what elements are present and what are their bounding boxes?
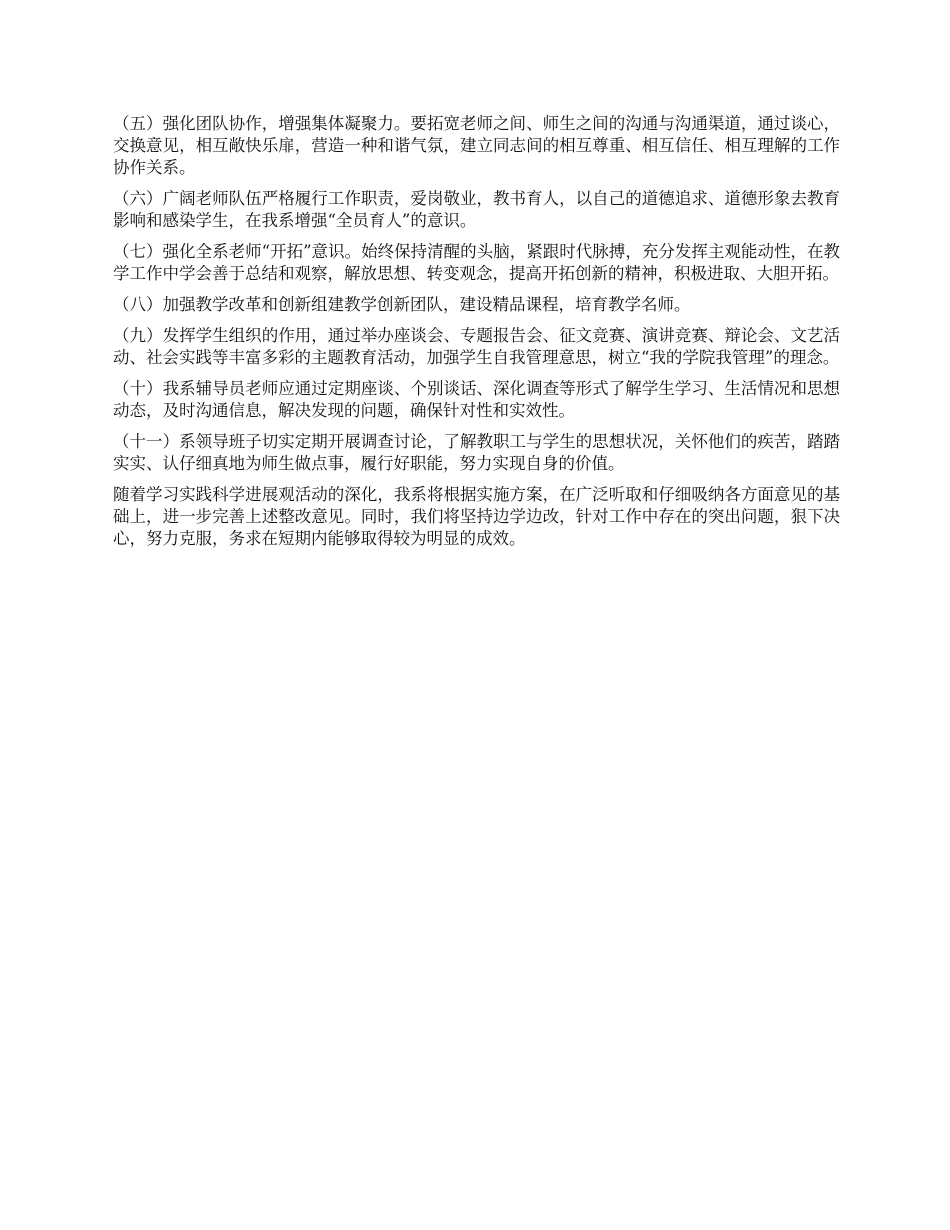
paragraph-counselors: （十）我系辅导员老师应通过定期座谈、个别谈话、深化调查等形式了解学生学习、生活情况和思想动态，及时沟通信息，解决发现的问题，确保针对性和实效性。 — [113, 379, 840, 420]
paragraph-pioneering-awareness: （七）强化全系老师“开拓”意识。始终保持清醒的头脑，紧跟时代脉搏，充分发挥主观能动性，在教学工作中学会善于总结和观察，解放思想、转变观念，提高开拓创新的精神，积极进取、大胆开拓。 — [113, 242, 840, 283]
document-page — [113, 113, 840, 559]
paragraph-strengthen-teamwork: （五）强化团队协作，增强集体凝聚力。要拓宽老师之间、师生之间的沟通与沟通渠道，通过谈心，交换意见，相互敞快乐扉，营造一种和谐气氛，建立同志间的相互尊重、相互信任、相互理解的工作协作关系。 — [113, 114, 840, 177]
paragraph-teaching-reform: （八）加强教学改革和创新组建教学创新团队，建设精品课程，培育教学名师。 — [113, 295, 691, 314]
paragraph-teacher-duties: （六）广阔老师队伍严格履行工作职责，爱岗敬业，教书育人，以自己的道德追求、道德形象去教育影响和感染学生，在我系增强“全员育人”的意识。 — [113, 189, 840, 230]
paragraph-leadership: （十一）系领导班子切实定期开展调查讨论，了解教职工与学生的思想状况，关怀他们的疾苦，踏踏实实、认仔细真地为师生做点事，履行好职能，努力实现自身的价值。 — [113, 432, 840, 473]
paragraph-student-organizations: （九）发挥学生组织的作用，通过举办座谈会、专题报告会、征文竞赛、演讲竞赛、辩论会、文艺活动、社会实践等丰富多彩的主题教育活动，加强学生自我管理意思，树立“我的学院我管理”的理念。 — [113, 326, 840, 367]
paragraph-conclusion: 随着学习实践科学进展观活动的深化，我系将根据实施方案，在广泛听取和仔细吸纳各方面意见的基础上，进一步完善上述整改意见。同时，我们将坚持边学边改，针对工作中存在的突出问题，狠下决心，努力克服，务求在短期内能够取得较为明显的成效。 — [113, 485, 840, 548]
